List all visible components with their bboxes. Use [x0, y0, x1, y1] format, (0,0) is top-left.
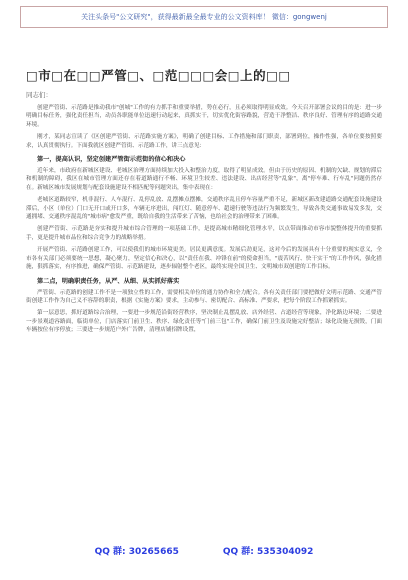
paragraph: 老城区道路较窄，机非混行、人车混行、乱停乱放、乱摆摊点摆摊，交通秩序乱且停车容量严重不足，新城区新改建道路交通配套设施建设滞后，小区（单位）门口无开口或开口多，车辆无序进出，闯红灯、随意停车、超速行驶等违法行为频繁发生，导致各类交通事故易发多发，交通拥堵、交通秩序混乱的"城市病"愈发严重，既给自我的生活带来了苦恼，也给社会的治理带来了困难。 — [26, 197, 382, 221]
document-title: □市□在□□严管□、□范□□□会□上的□□ — [26, 68, 291, 83]
promo-banner-text: 关注头条号"公文研究"，获得最新最全最专业的公文资料库！ 微信：gongwenj — [81, 13, 327, 21]
document-body — [26, 104, 382, 339]
qq-group-1: QQ 群: 30265665 — [94, 547, 179, 557]
paragraph: 创建严管街、示范路是推动我市"创城"工作的有力抓手和重要举措，势在必行，且必须取得明显成效。今天召开部署会议的目的是：进一步明确目标任务，强化责任担当，动员各职能单位迅速行动起来，真抓实干，切实优化街容路貌，营造干净整洁、秩序良好、管理有序的道路交通环境。 — [26, 105, 382, 128]
qq-group-2: QQ 群: 535304092 — [222, 547, 314, 557]
paragraph: 严管街、示范路的创建工作不是一项独立性的工作，需要相关单位的通力协作和全力配合。各有关责任部门要把做好文明示范路、交通严管街创建工作作为自己义不容辞的职责，根据《实施方案》要求，主动参与、密切配合、高标准、严要求，把每个阶段工作抓紧抓实。 — [26, 289, 382, 304]
paragraph: 第一层意思，抓好道路综合治理，一要进一步规范沿街经营秩序，坚决制止乱摆乱放、店外经营、占道经营等现象，净化路边环境；二要进一步景观道容路面，临街单位，门店落实门前卫生、秩序、绿化责任等"门前三包"工作，确保门前卫生及设施完好整洁；绿化设施无损毁，门面车辆按位有序停放；三要进一步规范户外广告牌，清理店铺招牌设置， — [26, 310, 382, 334]
greeting: 同志们： — [26, 91, 52, 99]
paragraph: 创建严管街、示范路是夯实和提升城市综合管理的一项基础工作，是提高城市精细化管理水平，以点带面推动市容市貌整体提升的重要抓手，更是提升城市品位和综合竞争力的战略举措。 — [26, 226, 382, 241]
footer-contacts — [0, 544, 408, 557]
section-heading: 第一，提高认识，坚定创建严管街示范街的信心和决心 — [37, 156, 186, 164]
paragraph: 刚才，某同志宣读了《区创建严管街、示范路实施方案》，明确了创建目标、工作措施和部门职责，部署到位，操作性强，各单位要按照要求，认真贯彻执行。下面我就区创建严管街、示范路工作，讲三点意见： — [26, 134, 382, 149]
paragraph: 开展严管街、示范路创建工作，可以使我们的城市环境更美。居民更满意度。发展后劲更足，这对今后的发展具有十分重要的现实意义，全市各有关部门必须要统一思想，凝心聚力，坚定信心和决心，以"责任在我、冲锋在前"的使命担当，"震苦风行、快干实干"的工作作风，强化措施，狠抓落实，有序推进，确保严管街、示范路建设，逐步辐射整个老区，最终实现全国卫生、文明城市双创建的工作目标。 — [26, 247, 382, 271]
paragraph: 近年来，市政府在新城区建设、老城区治理方面持续加大投入和整治力度，取得了明显成效。但由于历史的原因、机制的欠缺、规划的滞后和机制的障碍，我区在城市管理方面还存在着道路通行不畅、环境卫生较差、违法建设、出店经营等"乱象"，离"停车难、行车乱"问题仍然存在。新城区城市发展规划与配套设施建设不相匹配等问题突出，集中表现在： — [26, 168, 382, 191]
promo-banner — [20, 6, 388, 28]
section-heading: 第二点，明确职责任务，从严、从细、从实抓好落实 — [37, 277, 180, 285]
